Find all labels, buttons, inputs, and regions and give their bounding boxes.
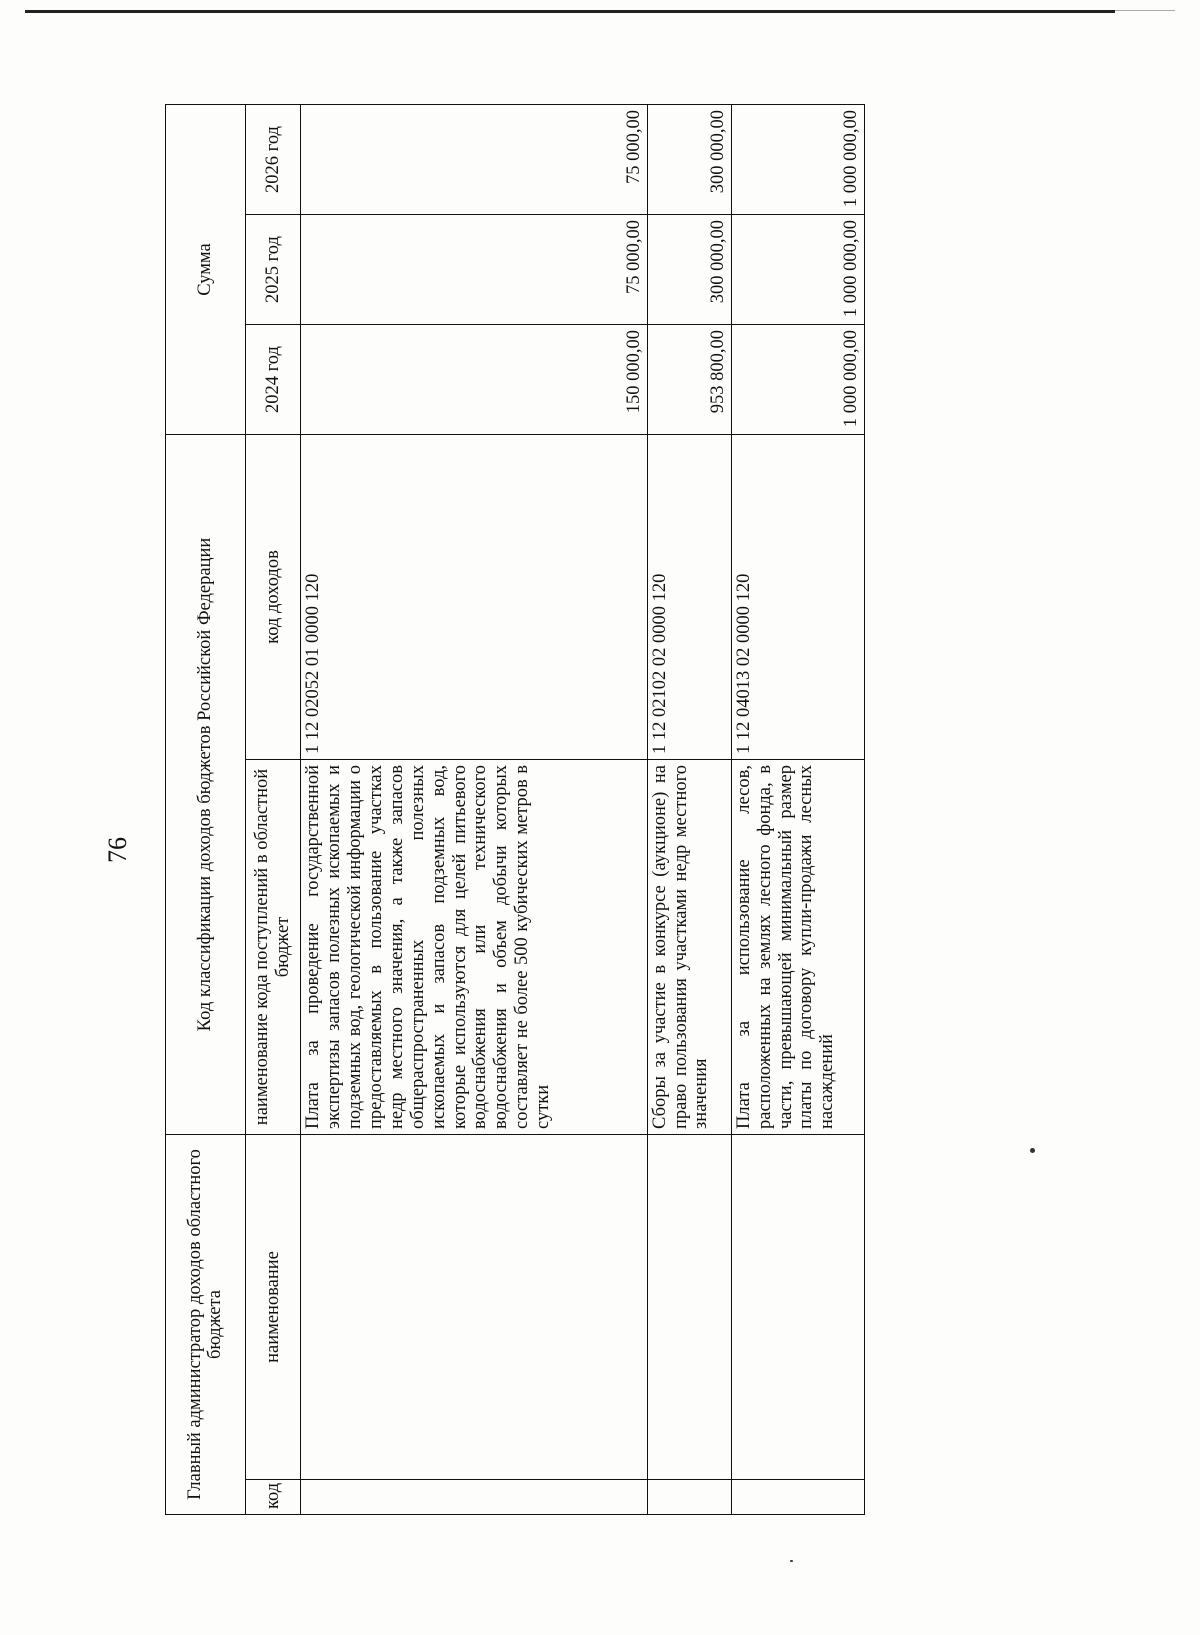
scan-edge-line-faint: [1115, 10, 1175, 11]
header-year-2025: 2025 год: [245, 215, 300, 325]
cell-income-code: 1 12 04013 02 0000 120: [731, 435, 864, 760]
cell-admin-name: [647, 1135, 731, 1480]
header-admin-name: наименование: [245, 1135, 300, 1480]
cell-admin-code: [731, 1480, 864, 1515]
header-classification-group: Код классификации доходов бюджетов Российской Федерации: [166, 435, 246, 1135]
cell-income-name: Плата за использование лесов, расположенных на землях лесного фонда, в части, превышающей минимальный размер платы по договору купли-продажи лесных насаждений: [731, 760, 864, 1135]
cell-sum-2024: 1 000 000,00: [731, 325, 864, 435]
cell-income-code: 1 12 02052 01 0000 120: [301, 435, 647, 760]
header-admin-code: код: [245, 1480, 300, 1515]
budget-table-rotated: [165, 105, 865, 1515]
header-income-code: код доходов: [245, 435, 300, 760]
cell-sum-2025: 75 000,00: [301, 215, 647, 325]
header-income-name: наименование кода поступлений в областной бюджет: [245, 760, 300, 1135]
cell-admin-code: [301, 1480, 647, 1515]
header-year-2024: 2024 год: [245, 325, 300, 435]
budget-table: [165, 104, 865, 1515]
table-row: [731, 104, 864, 1514]
scan-edge-line: [25, 10, 1115, 13]
cell-sum-2026: 75 000,00: [301, 104, 647, 214]
cell-sum-2026: 1 000 000,00: [731, 104, 864, 214]
page-number: 76: [103, 837, 132, 863]
cell-admin-code: [647, 1480, 731, 1515]
cell-income-code: 1 12 02102 02 0000 120: [647, 435, 731, 760]
scan-speck: [1030, 1148, 1035, 1153]
cell-admin-name: [301, 1135, 647, 1480]
cell-income-name: Сборы за участие в конкурсе (аукционе) на право пользования участками недр местного значения: [647, 760, 731, 1135]
cell-sum-2024: 150 000,00: [301, 325, 647, 435]
table-row: [301, 104, 647, 1514]
cell-sum-2026: 300 000,00: [647, 104, 731, 214]
scan-speck: [790, 1560, 793, 1562]
cell-income-name: Плата за проведение государственной экспертизы запасов полезных ископаемых и подземных вод, геологической информации о предоставляемых в пользование участках недр местного значения, а также запасов общераспространенных полезных ископаемых и запасов подземных вод, которые используются для целей питьевого водоснабжения или технического водоснабжения и объем добычи которых составляет не более 500 кубических метров в сутки: [301, 760, 647, 1135]
table-row: [647, 104, 731, 1514]
cell-sum-2025: 1 000 000,00: [731, 215, 864, 325]
cell-sum-2025: 300 000,00: [647, 215, 731, 325]
cell-sum-2024: 953 800,00: [647, 325, 731, 435]
cell-admin-name: [731, 1135, 864, 1480]
header-sum-group: Сумма: [166, 104, 246, 434]
header-year-2026: 2026 год: [245, 104, 300, 214]
header-admin-group: Главный администратор доходов областного бюджета: [166, 1135, 246, 1515]
